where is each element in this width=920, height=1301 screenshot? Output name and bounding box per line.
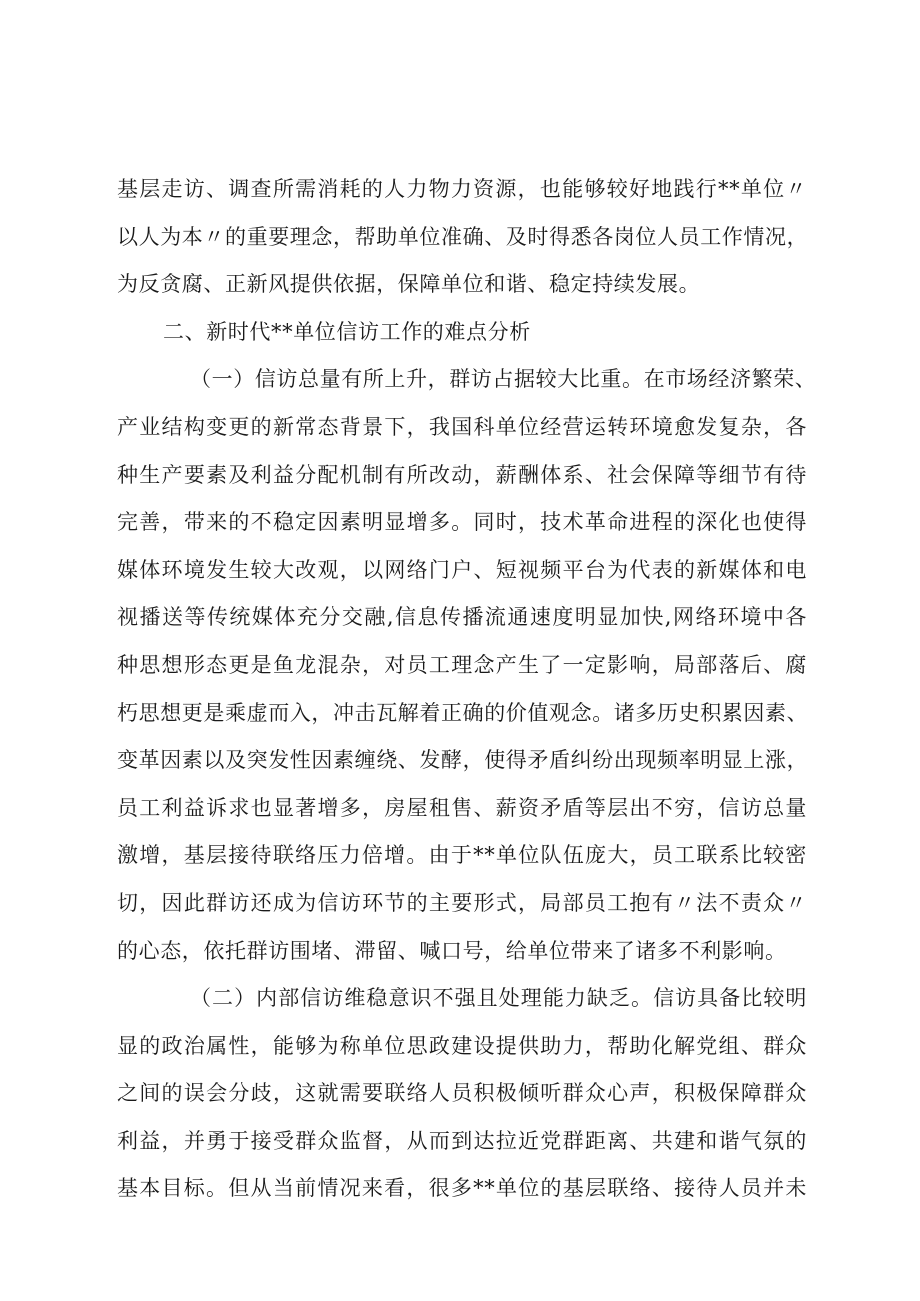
paragraph-first-line: （二）内部信访维稳意识不强且处理能力缺乏。信访具备比较明 bbox=[190, 986, 807, 1011]
text-line: 朽思想更是乘虚而入，冲击瓦解着正确的价值观念。诸多历史积累因素、 bbox=[117, 700, 809, 725]
text-line: 利益，并勇于接受群众监督，从而到达拉近党群距离、共建和谐气氛的 bbox=[117, 1128, 807, 1153]
text-line: 媒体环境发生较大改观，以网络门户、短视频平台为代表的新媒体和电 bbox=[117, 557, 807, 582]
text-line: 视播送等传统媒体充分交融,信息传播流通速度明显加快,网络环境中各 bbox=[117, 605, 807, 630]
text-line: 变革因素以及突发性因素缠绕、发酵，使得矛盾纠纷出现频率明显上涨， bbox=[117, 748, 809, 773]
text-line: 产业结构变更的新常态背景下，我国科单位经营运转环境愈发复杂，各 bbox=[117, 414, 807, 439]
text-line: 以人为本〃的重要理念，帮助单位准确、及时得悉各岗位人员工作情况， bbox=[117, 224, 809, 249]
text-line: 之间的误会分歧，这就需要联络人员积极倾听群众心声，积极保障群众 bbox=[117, 1081, 807, 1106]
text-line: 员工利益诉求也显著增多，房屋租售、薪资矛盾等层出不穷，信访总量 bbox=[117, 795, 807, 820]
text-line: 切，因此群访还成为信访环节的主要形式，局部员工抱有〃法不责众〃 bbox=[117, 890, 807, 915]
text-line: 基本目标。但从当前情况来看，很多**单位的基层联络、接待人员并未 bbox=[117, 1176, 807, 1201]
paragraph-first-line: （一）信访总量有所上升，群访占据较大比重。在市场经济繁荣、 bbox=[190, 367, 817, 392]
text-line: 显的政治属性，能够为称单位思政建设提供助力，帮助化解党组、群众 bbox=[117, 1033, 807, 1058]
text-line: 基层走访、调查所需消耗的人力物力资源，也能够较好地践行**单位〃 bbox=[117, 177, 807, 201]
text-line: 激增，基层接待联络压力倍增。由于**单位队伍庞大，员工联系比较密 bbox=[117, 843, 807, 868]
text-line: 的心态，依托群访围堵、滞留、喊口号，给单位带来了诸多不利影响。 bbox=[117, 938, 787, 963]
section-heading: 二、新时代**单位信访工作的难点分析 bbox=[163, 319, 531, 344]
text-line: 种生产要素及利益分配机制有所改动，薪酬体系、社会保障等细节有待 bbox=[117, 462, 807, 487]
text-line: 完善，带来的不稳定因素明显增多。同时，技术革命进程的深化也使得 bbox=[117, 510, 807, 535]
text-line: 为反贪腐、正新风提供依据，保障单位和谐、稳定持续发展。 bbox=[117, 272, 701, 297]
body-text bbox=[117, 166, 817, 1213]
text-line: 种思想形态更是鱼龙混杂，对员工理念产生了一定影响，局部落后、腐 bbox=[117, 652, 807, 677]
